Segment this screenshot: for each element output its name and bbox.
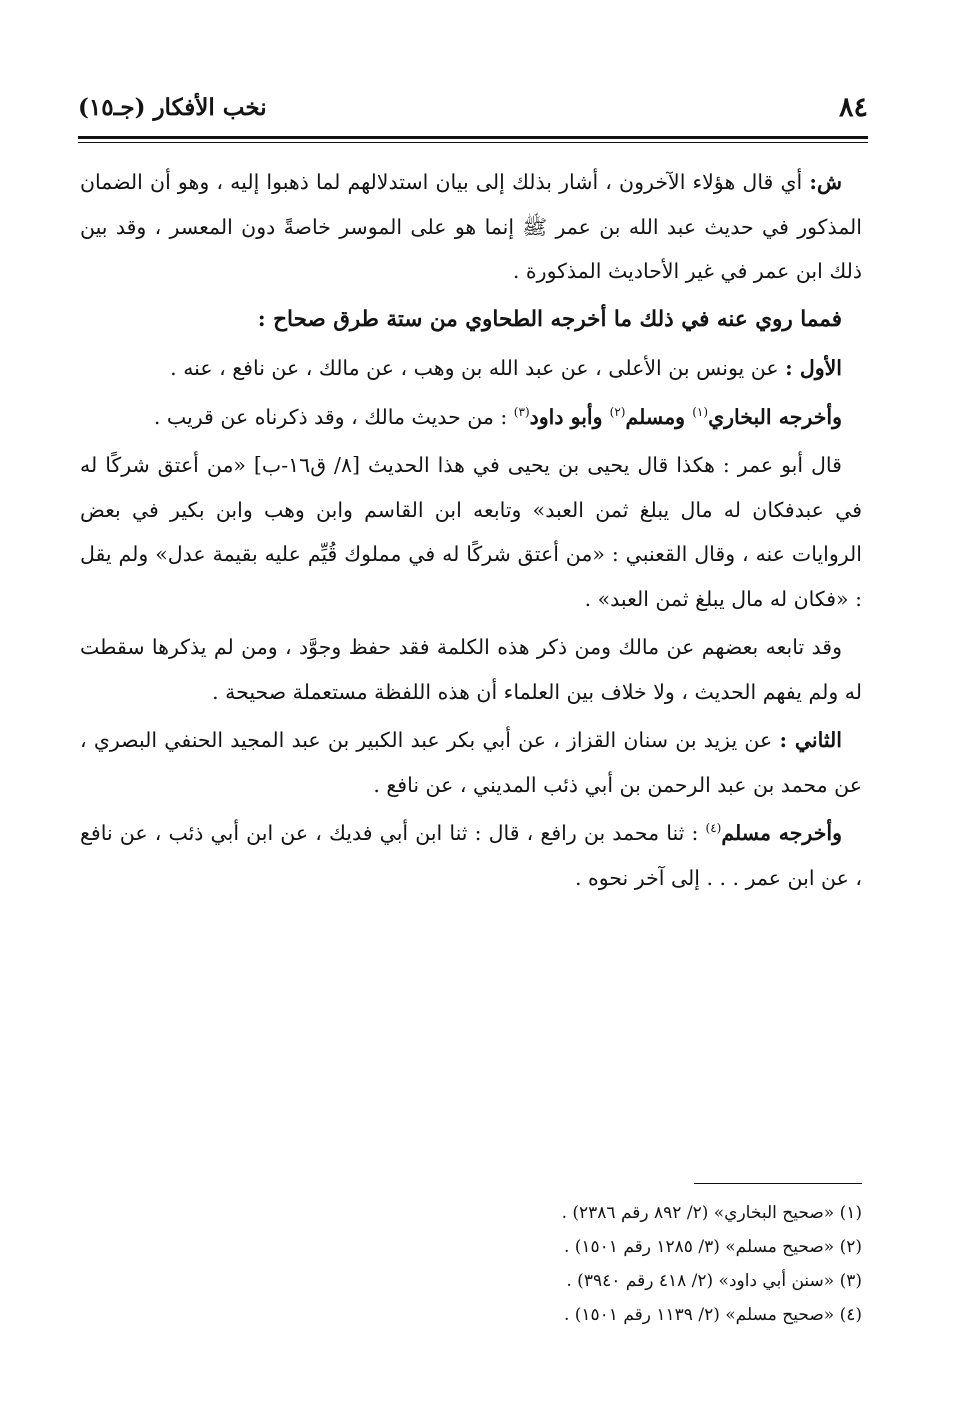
footnote-ref[interactable]: (٢) — [609, 404, 626, 419]
footnote-ref[interactable]: (٤) — [705, 821, 722, 836]
paragraph-text: عن يونس بن الأعلى ، عن عبد الله بن وهب ، عن مالك ، عن نافع ، عنه . — [170, 356, 786, 380]
paragraph-text: : ثنا محمد بن رافع ، قال : ثنا ابن أبي فديك ، عن ابن أبي ذئب ، عن نافع ، عن ابن عمر . . . إلى آخر نحوه . — [80, 821, 862, 890]
section-heading: فمما روي عنه في ذلك ما أخرجه الطحاوي من ستة طرق صحاح : — [257, 306, 842, 332]
footnote-ref[interactable]: (١) — [692, 404, 709, 419]
header-rule-thick — [78, 136, 868, 139]
main-text — [80, 160, 862, 904]
header-rule-thin — [78, 142, 868, 143]
paragraph-lead: الثاني : — [779, 728, 842, 752]
footnote: (٣) «سنن أبي داود» (٢/ ٤١٨ رقم ٣٩٤٠) . — [566, 1271, 862, 1291]
paragraph-text: أي قال هؤلاء الآخرون ، أشار بذلك إلى بيان استدلالهم لما ذهبوا إليه ، وهو أن الضمان المذكور في حديث عبد الله بن عمر ﷺ إنما هو على الموسر خاصةً دون المعسر ، وقد بين ذلك ابن عمر في غير الأحاديث المذكورة . — [80, 170, 862, 283]
paragraph-lead: الأول : — [785, 356, 842, 380]
footnote: (٢) «صحيح مسلم» (٣/ ١٢٨٥ رقم ١٥٠١) . — [563, 1237, 862, 1257]
paragraph-lead: ش: — [809, 170, 842, 194]
paragraph-second-route — [80, 718, 862, 807]
paragraph-abu-umar: قال أبو عمر : هكذا قال يحيى بن يحيى في هذا الحديث [٨/ ق١٦-ب] «من أعتق شركًا له في عبدفكان له مال يبلغ ثمن العبد» وتابعه ابن القاسم وابن وهب وابن بكير في بعض الروايات عنه ، وقال القعنبي : «من أعتق شركًا له في مملوك قُيِّم عليه بقيمة عدل» ولم يقل : «فكان له مال يبلغ ثمن العبد» . — [80, 453, 862, 611]
page-header — [78, 90, 868, 130]
source-bukhari: وأخرجه البخاري — [708, 404, 842, 429]
paragraph-text: عن يزيد بن سنان القزاز ، عن أبي بكر عبد الكبير بن عبد المجيد الحنفي البصري ، عن محمد بن عبد الرحمن بن أبي ذئب المديني ، عن نافع . — [80, 728, 862, 797]
paragraph-discussion: وقد تابعه بعضهم عن مالك ومن ذكر هذه الكلمة فقد حفظ وجوَّد ، ومن لم يذكرها سقطت له ولم يفهم الحديث ، ولا خلاف بين العلماء أن هذه اللفظة مستعملة صحيحة . — [80, 635, 862, 704]
paragraph-takhrij-2 — [80, 811, 862, 900]
source-abu-dawud: وأبو داود — [529, 404, 610, 429]
paragraph-text: : من حديث مالك ، وقد ذكرناه عن قريب . — [153, 404, 514, 429]
footnote-ref[interactable]: (٣) — [513, 404, 530, 419]
footnote: (٤) «صحيح مسلم» (٢/ ١١٣٩ رقم ١٥٠١) . — [563, 1305, 862, 1325]
footnotes — [200, 1196, 862, 1332]
paragraph-first-route — [80, 346, 862, 391]
page-number: ٨٤ — [838, 92, 868, 123]
footnote: (١) «صحيح البخاري» (٢/ ٨٩٢ رقم ٢٣٨٦) . — [561, 1203, 862, 1223]
paragraph-commentary — [80, 160, 862, 294]
source-muslim: ومسلم — [625, 404, 693, 429]
running-title: نخب الأفكار (جـ١٥) — [78, 94, 267, 121]
paragraph-takhrij-1 — [80, 395, 862, 440]
source-muslim: وأخرجه مسلم — [721, 821, 843, 845]
footnote-separator — [694, 1183, 862, 1184]
